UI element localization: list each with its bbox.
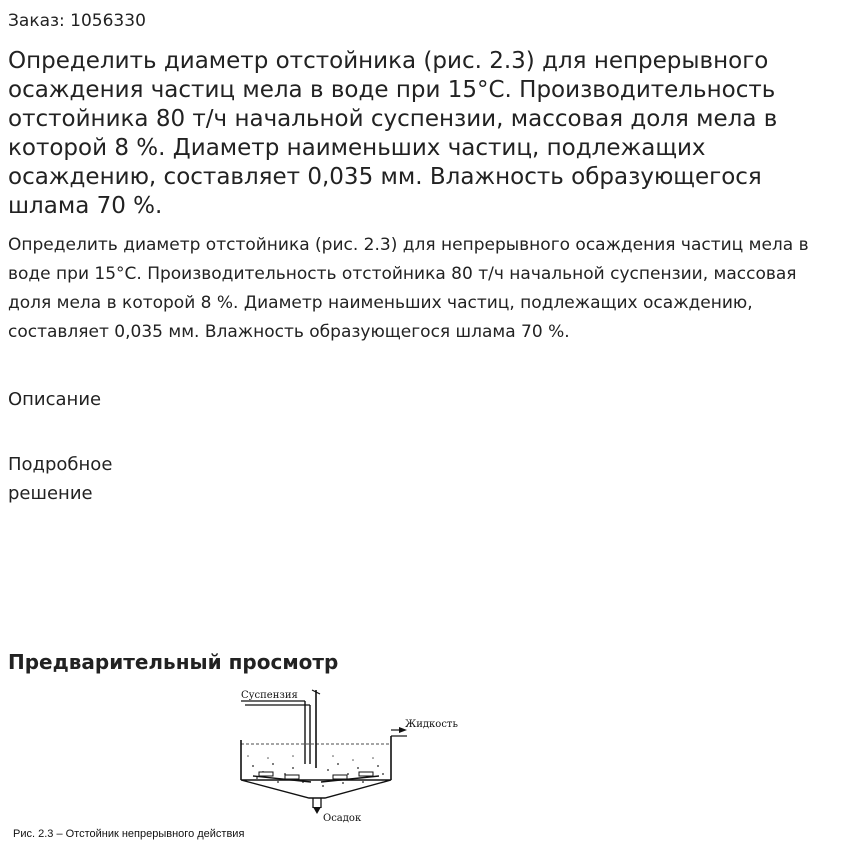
settler-diagram — [233, 686, 468, 826]
order-number: Заказ: 1056330 — [8, 11, 146, 31]
preview-figure — [8, 686, 468, 846]
tank-bottom — [241, 780, 391, 798]
rake-blade-2 — [285, 775, 299, 779]
rake-blade-3 — [333, 775, 347, 779]
rake-blade-4 — [359, 772, 373, 776]
rake-arm-right — [321, 776, 379, 782]
sludge-arrow — [313, 807, 321, 814]
solution-label: Подробное решение — [8, 454, 113, 504]
figure-caption: Рис. 2.3 – Отстойник непрерывного действия — [13, 828, 245, 840]
label-suspension: Суспензия — [241, 690, 298, 701]
preview-heading: Предварительный просмотр — [8, 650, 339, 674]
problem-title: Определить диаметр отстойника (рис. 2.3) для непрерывного осаждения частиц мела в воде при 15°С. Производительность отстойника 80 т/ч начальной суспензии, массовая доля мела в которой 8 %. Диаметр наименьших частиц, подлежащих осаждению, составляет 0,035 мм. Влажность образующегося шлама 70 %. — [8, 48, 778, 219]
rake-arm-left — [253, 776, 311, 782]
label-liquid: Жидкость — [405, 719, 458, 730]
rake-blade-1 — [259, 772, 273, 776]
label-sediment: Осадок — [323, 813, 362, 824]
description-label: Описание — [8, 389, 102, 410]
problem-text: Определить диаметр отстойника (рис. 2.3) для непрерывного осаждения частиц мела в воде при 15°С. Производительность отстойника 80 т/ч начальной суспензии, массовая доля мела в которой 8 %. Диаметр наименьших частиц, подлежащих осаждению, составляет 0,035 мм. Влажность образующегося шлама 70 %. — [8, 235, 809, 342]
